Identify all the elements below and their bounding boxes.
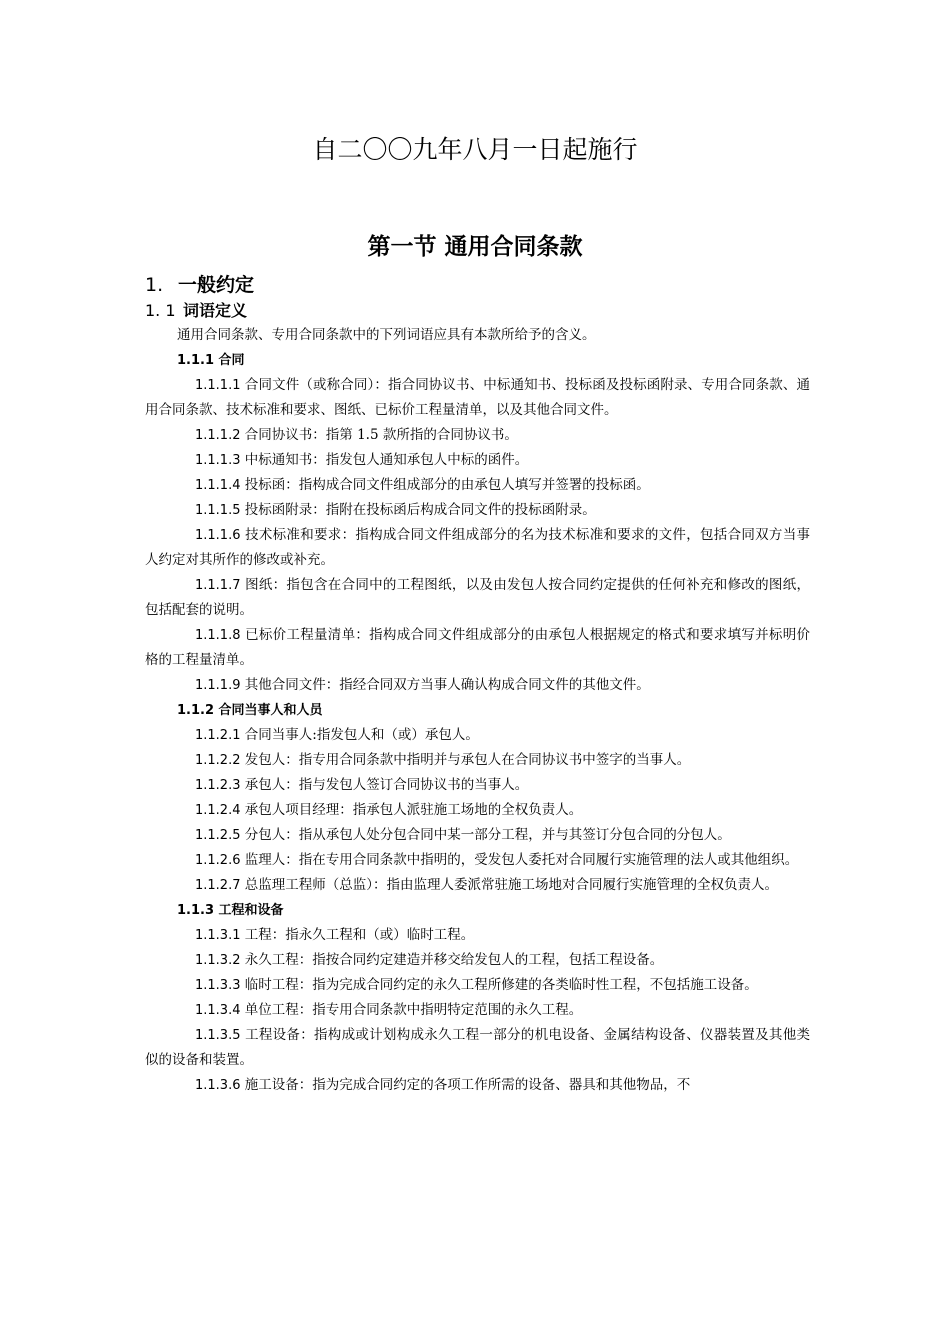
clause-number: 1.1.1.5: [195, 503, 241, 518]
clause: [145, 848, 810, 873]
clause-number: 1.1.2.6: [195, 853, 241, 868]
clause-number: 1.1.3.5: [195, 1028, 241, 1043]
chapter-title: 一般约定: [178, 274, 255, 296]
clause-text: 投标函：指构成合同文件组成部分的由承包人填写并签署的投标函。: [244, 477, 650, 493]
clause: [145, 873, 810, 898]
clause-text: 已标价工程量清单：指构成合同文件组成部分的由承包人根据规定的格式和要求填写并标明价格的工程量清单。: [145, 627, 810, 668]
group-heading: 1.1.2 合同当事人和人员: [177, 703, 323, 718]
clause-text: 承包人项目经理：指承包人派驻施工场地的全权负责人。: [244, 802, 583, 818]
clause-text: 工程设备：指构成或计划构成永久工程一部分的机电设备、金属结构设备、仪器装置及其他类似的设备和装置。: [145, 1027, 810, 1068]
clause-number: 1.1.2.1: [195, 728, 241, 743]
clause: [145, 773, 810, 798]
clause-number: 1.1.1.6: [195, 528, 241, 543]
clause-text: 合同文件（或称合同）：指合同协议书、中标通知书、投标函及投标函附录、专用合同条款、通用合同条款、技术标准和要求、图纸、已标价工程量清单，以及其他合同文件。: [145, 377, 811, 418]
clause-text: 合同协议书：指第 1.5 款所指的合同协议书。: [244, 427, 518, 443]
clause: [145, 498, 810, 523]
clause-number: 1.1.2.3: [195, 778, 241, 793]
clause: [145, 523, 810, 573]
clause-text: 工程：指永久工程和（或）临时工程。: [244, 927, 475, 943]
clause-text: 图纸：指包含在合同中的工程图纸，以及由发包人按合同约定提供的任何补充和修改的图纸，包括配套的说明。: [145, 577, 810, 618]
clause-text: 分包人：指从承包人处分包合同中某一部分工程，并与其签订分包合同的分包人。: [244, 827, 731, 843]
clause: [145, 1073, 810, 1098]
clause: [145, 373, 810, 423]
effective-date-line: 自二〇〇九年八月一日起施行: [312, 135, 638, 164]
clause-number: 1.1.1.8: [195, 628, 241, 643]
clause-number: 1.1.3.4: [195, 1003, 241, 1018]
clause-number: 1.1.2.4: [195, 803, 241, 818]
chapter-number: 1.: [145, 274, 164, 296]
clause: [145, 673, 810, 698]
clause-text: 监理人：指在专用合同条款中指明的，受发包人委托对合同履行实施管理的法人或其他组织。: [244, 852, 799, 868]
clause-number: 1.1.3.1: [195, 928, 241, 943]
clause-number: 1.1.2.2: [195, 753, 241, 768]
clause-text: 发包人：指专用合同条款中指明并与承包人在合同协议书中签字的当事人。: [244, 752, 691, 768]
clause-number: 1.1.1.3: [195, 453, 241, 468]
subsection-number: 1. 1: [145, 301, 176, 320]
clause: [145, 923, 810, 948]
clause-number: 1.1.1.7: [195, 578, 241, 593]
clause: [145, 448, 810, 473]
clause-text: 中标通知书：指发包人通知承包人中标的函件。: [244, 452, 529, 468]
subsection-heading: [145, 299, 810, 323]
clause: [145, 998, 810, 1023]
clause-number: 1.1.3.6: [195, 1078, 241, 1093]
group-heading: 1.1.3 工程和设备: [177, 903, 284, 918]
intro-paragraph: 通用合同条款、专用合同条款中的下列词语应具有本款所给予的含义。: [177, 327, 596, 343]
clause-text: 投标函附录：指附在投标函后构成合同文件的投标函附录。: [244, 502, 596, 518]
clause-text: 临时工程：指为完成合同约定的永久工程所修建的各类临时性工程，不包括施工设备。: [244, 977, 758, 993]
clause-text: 承包人：指与发包人签订合同协议书的当事人。: [244, 777, 529, 793]
clause-number: 1.1.1.9: [195, 678, 241, 693]
clause: [145, 1023, 810, 1073]
clause-number: 1.1.2.7: [195, 878, 241, 893]
clause-number: 1.1.3.3: [195, 978, 241, 993]
clause-text: 单位工程：指专用合同条款中指明特定范围的永久工程。: [244, 1002, 583, 1018]
section-title: 第一节 通用合同条款: [367, 234, 583, 260]
clause-number: 1.1.3.2: [195, 953, 241, 968]
clause: [145, 723, 810, 748]
clause-number: 1.1.1.2: [195, 428, 241, 443]
clause-text: 施工设备：指为完成合同约定的各项工作所需的设备、器具和其他物品，不: [244, 1077, 691, 1093]
clause: [145, 973, 810, 998]
clause-text: 合同当事人:指发包人和（或）承包人。: [244, 727, 479, 743]
clause: [145, 748, 810, 773]
clause: [145, 948, 810, 973]
group-heading: 1.1.1 合同: [177, 353, 245, 368]
subsection-title: 词语定义: [183, 301, 248, 320]
clause-text: 永久工程：指按合同约定建造并移交给发包人的工程，包括工程设备。: [244, 952, 664, 968]
clause: [145, 798, 810, 823]
clause: [145, 823, 810, 848]
clause-number: 1.1.2.5: [195, 828, 241, 843]
clause: [145, 623, 810, 673]
clause: [145, 573, 810, 623]
clause: [145, 423, 810, 448]
chapter-heading: [145, 271, 810, 299]
clause-number: 1.1.1.1: [195, 378, 241, 393]
clause-text: 总监理工程师（总监）：指由监理人委派常驻施工场地对合同履行实施管理的全权负责人。: [244, 877, 779, 893]
clause: [145, 473, 810, 498]
clause-number: 1.1.1.4: [195, 478, 241, 493]
clause-text: 技术标准和要求：指构成合同文件组成部分的名为技术标准和要求的文件，包括合同双方当事人约定对其所作的修改或补充。: [145, 527, 810, 568]
clause-text: 其他合同文件：指经合同双方当事人确认构成合同文件的其他文件。: [244, 677, 650, 693]
document-body: [145, 271, 810, 1098]
